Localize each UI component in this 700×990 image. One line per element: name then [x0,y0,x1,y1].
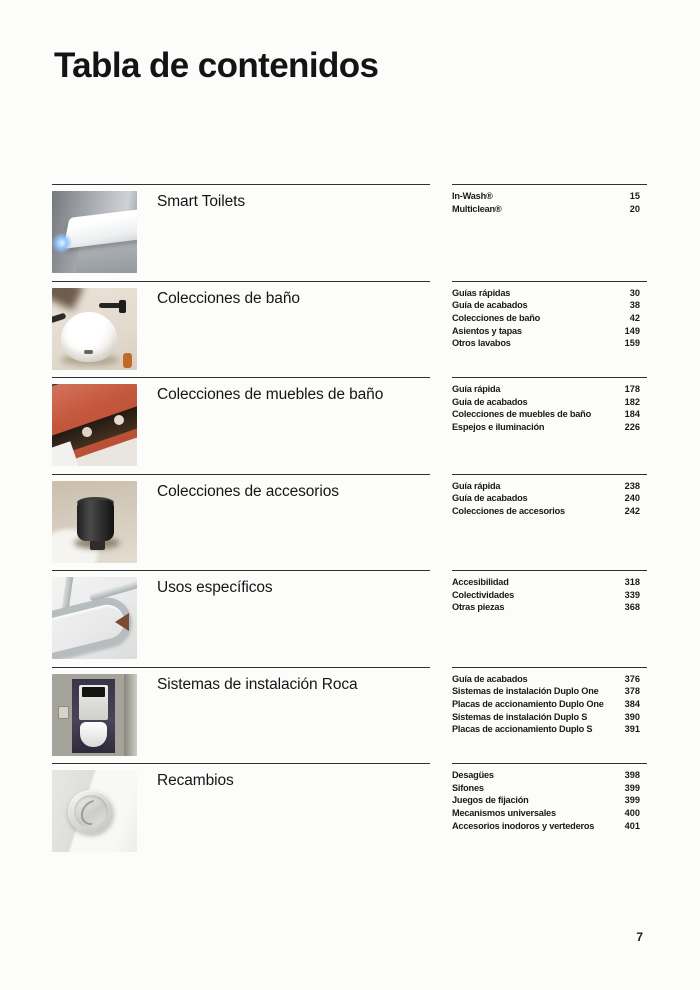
thumbnail-usos-especificos [52,577,137,659]
toc-entry-label: Colecciones de baño [452,312,541,323]
toc-entry-label: Colecciones de muebles de baño [452,409,591,420]
toc-entry-page: 149 [624,325,640,336]
toc-section-colecciones-bano [52,281,647,378]
toc-entry-label: Guía de acabados [452,396,528,407]
toc-entry[interactable] [452,576,647,589]
page-title: Tabla de contenidos [54,46,379,85]
toc-entry-page: 318 [624,577,640,587]
toc-entry-page: 391 [624,724,640,735]
toc-entry-label: Accesorios inodoros y vertederos [452,820,595,831]
toc-entry-page: 378 [624,686,640,697]
toc-entry-label: Placas de accionamiento Duplo One [452,698,604,709]
toc-entry[interactable] [452,383,647,396]
toc-section-smart-toilets [52,184,647,281]
toc-entry-page: 398 [624,770,640,780]
toc-entry[interactable] [452,299,647,312]
toc-entry[interactable] [452,505,647,518]
toc-entry-label: Mecanismos universales [452,808,556,819]
toc-entry[interactable] [452,711,647,724]
toc-entry-label: Espejos e iluminación [452,422,545,433]
toc-entry-label: Otras piezas [452,602,505,613]
toc-entry-label: In-Wash® [452,191,493,201]
toc-entry[interactable] [452,492,647,505]
thumbnail-muebles-bano [52,384,137,466]
toc-entry-label: Otros lavabos [452,338,511,349]
toc-entry-label: Juegos de fijación [452,795,529,806]
toc-entry-label: Sistemas de instalación Duplo S [452,711,588,722]
toc-entry-page: 384 [624,698,640,709]
toc-entry-page: 15 [629,191,640,201]
toc-section-usos-especificos [52,570,647,667]
section-title[interactable]: Recambios [157,772,234,789]
toc-entry-label: Multiclean® [452,203,502,214]
toc-entry[interactable] [452,820,647,833]
toc-entry-page: 401 [624,820,640,831]
toc-entry-page: 376 [624,673,640,684]
toc-entry-label: Asientos y tapas [452,325,522,336]
toc-entry-label: Placas de accionamiento Duplo S [452,724,593,735]
toc-entry-label: Guía rápida [452,480,501,491]
toc-entry-page: 368 [624,602,640,613]
toc-entry-page: 38 [629,300,640,311]
toc-entry-page: 399 [624,795,640,806]
toc-entry[interactable] [452,698,647,711]
toc-entry[interactable] [452,673,647,686]
toc-entry-label: Guía de acabados [452,300,528,311]
toc-entry[interactable] [452,685,647,698]
toc-entry-label: Guía de acabados [452,493,528,504]
page-number: 7 [636,930,643,944]
toc-entry[interactable] [452,190,647,203]
toc-entry[interactable] [452,589,647,602]
section-title[interactable]: Colecciones de accesorios [157,482,339,500]
toc-entry-page: 339 [624,589,640,600]
toc-entry-label: Desagües [452,770,494,780]
toc-entry-label: Guías rápidas [452,287,511,298]
toc-section-sistemas-instalacion [52,667,647,764]
toc-entry[interactable] [452,807,647,820]
toc-entry-label: Sifones [452,782,484,793]
toc-section-accesorios [52,474,647,571]
toc-entry[interactable] [452,312,647,325]
toc-entry-page: 182 [624,396,640,407]
toc-entry[interactable] [452,408,647,421]
toc-entry-page: 42 [629,312,640,323]
thumbnail-colecciones-bano [52,288,137,370]
toc-entry[interactable] [452,769,647,782]
toc-entry[interactable] [452,396,647,409]
toc-entry-label: Colecciones de accesorios [452,505,565,516]
section-title[interactable]: Colecciones de muebles de baño [157,386,384,403]
toc-entry-page: 30 [629,287,640,298]
toc-entry[interactable] [452,325,647,338]
toc-entry-label: Colectividades [452,589,515,600]
toc-entry[interactable] [452,794,647,807]
toc-entry-label: Guía de acabados [452,673,528,684]
toc-entry[interactable] [452,421,647,434]
table-of-contents [52,184,647,860]
toc-entry[interactable] [452,337,647,350]
section-title[interactable]: Usos específicos [157,579,273,596]
toc-entry[interactable] [452,287,647,300]
toc-entry-label: Guía rápida [452,384,501,394]
toc-entry-page: 159 [624,338,640,349]
toc-entry-page: 20 [629,203,640,214]
toc-entry-page: 400 [624,808,640,819]
toc-entry-page: 240 [624,493,640,504]
toc-entry-page: 242 [624,505,640,516]
thumbnail-recambios [52,770,137,852]
section-title[interactable]: Smart Toilets [157,193,245,210]
toc-entry-page: 178 [624,384,640,394]
toc-entry-page: 390 [624,711,640,722]
toc-entry-page: 399 [624,782,640,793]
toc-entry[interactable] [452,203,647,216]
thumbnail-sistemas-instalacion [52,674,137,756]
thumbnail-accesorios [52,481,137,563]
toc-entry-page: 238 [624,480,640,491]
toc-entry[interactable] [452,782,647,795]
toc-entry-page: 226 [624,422,640,433]
toc-entry[interactable] [452,723,647,736]
toc-entry[interactable] [452,480,647,493]
thumbnail-smart-toilets [52,191,137,273]
toc-entry-label: Accesibilidad [452,577,509,587]
toc-section-recambios [52,763,647,860]
toc-entry-page: 184 [624,409,640,420]
toc-entry[interactable] [452,601,647,614]
toc-section-muebles-bano [52,377,647,474]
section-title[interactable]: Sistemas de instalación Roca [157,675,358,693]
toc-entry-label: Sistemas de instalación Duplo One [452,686,599,697]
section-title[interactable]: Colecciones de baño [157,289,300,307]
